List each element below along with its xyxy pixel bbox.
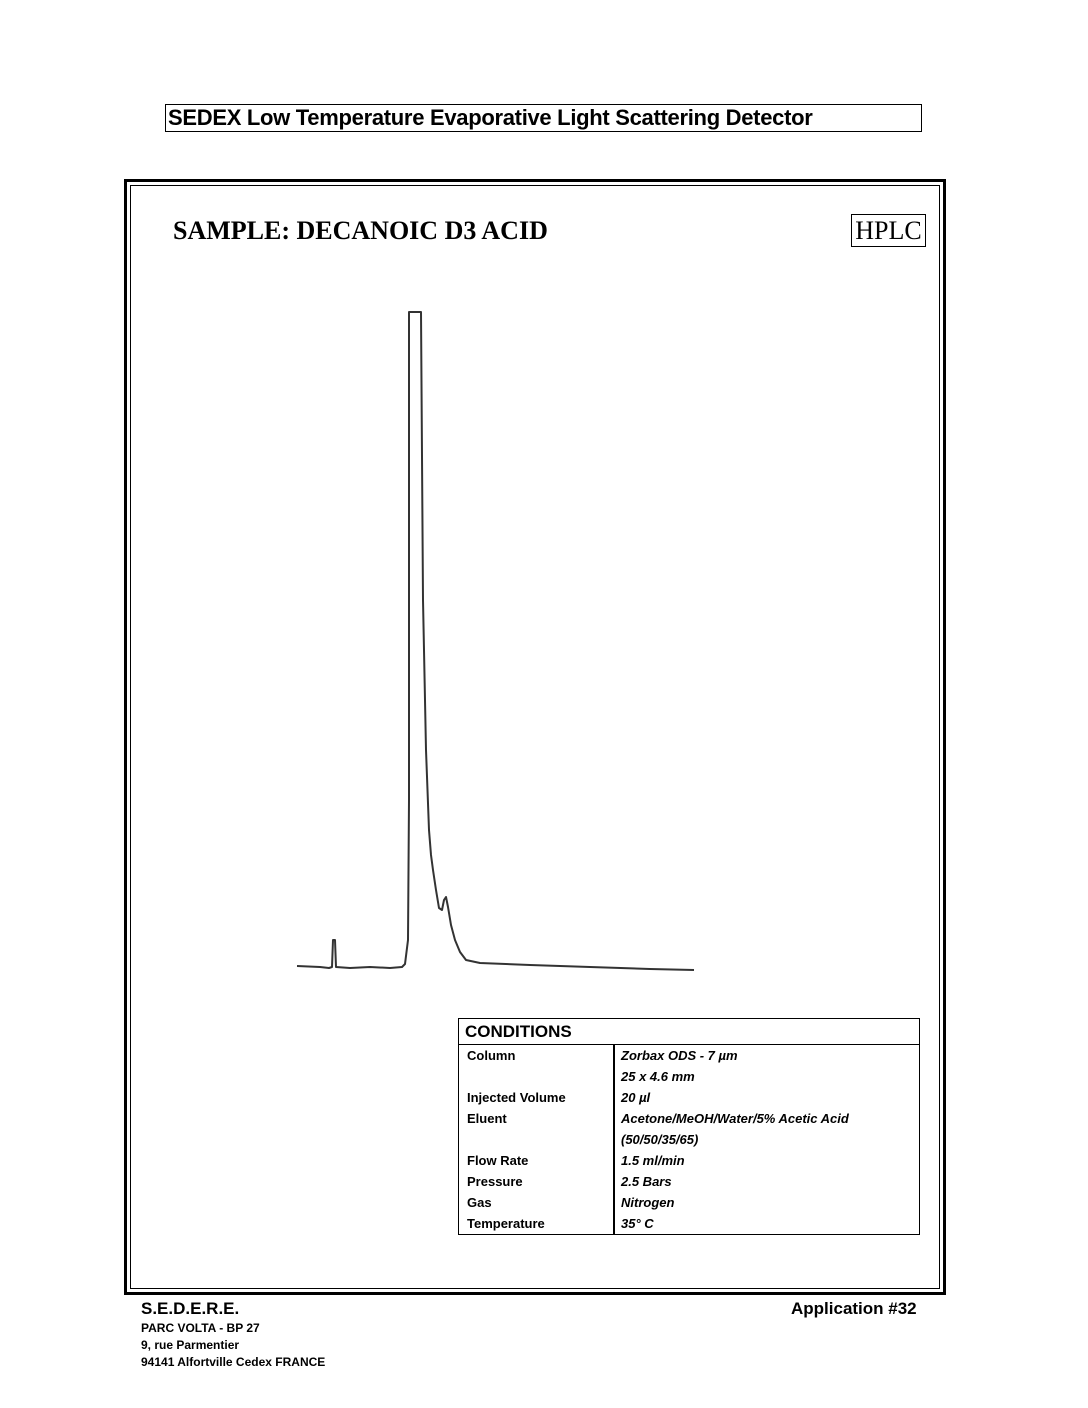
company-name: S.E.D.E.R.E.	[141, 1299, 240, 1318]
conditions-row-eluent	[459, 1108, 919, 1129]
condition-label: Injected Volume	[467, 1090, 566, 1105]
conditions-table	[458, 1018, 920, 1235]
condition-value: Acetone/MeOH/Water/5% Acetic Acid	[621, 1111, 849, 1126]
conditions-row-column	[459, 1045, 919, 1066]
condition-value: 2.5 Bars	[621, 1174, 672, 1189]
conditions-row-flow-rate	[459, 1150, 919, 1171]
address-line-3: 94141 Alfortville Cedex FRANCE	[141, 1355, 326, 1369]
conditions-body	[459, 1045, 919, 1234]
condition-label: Column	[467, 1048, 516, 1063]
condition-value: 20 µl	[621, 1090, 651, 1105]
condition-label: Temperature	[467, 1216, 545, 1231]
conditions-row-eluent-ratio	[459, 1129, 919, 1150]
condition-label: Pressure	[467, 1174, 523, 1189]
conditions-row-column-dimensions	[459, 1066, 919, 1087]
condition-value: 1.5 ml/min	[621, 1153, 685, 1168]
address-line-1: PARC VOLTA - BP 27	[141, 1321, 260, 1335]
application-number: Application #32	[791, 1299, 917, 1318]
sample-title: SAMPLE: DECANOIC D3 ACID	[173, 216, 548, 245]
condition-value: 25 x 4.6 mm	[621, 1069, 695, 1084]
document-title: SEDEX Low Temperature Evaporative Light Scattering Detector	[165, 104, 922, 132]
chromatogram-line	[297, 312, 694, 970]
chromatogram-trace	[290, 300, 710, 990]
conditions-row-temperature	[459, 1213, 919, 1234]
condition-label: Eluent	[467, 1111, 507, 1126]
address-line-2: 9, rue Parmentier	[141, 1338, 240, 1352]
conditions-row-gas	[459, 1192, 919, 1213]
condition-label: Gas	[467, 1195, 492, 1210]
condition-label: Flow Rate	[467, 1153, 529, 1168]
conditions-row-pressure	[459, 1171, 919, 1192]
condition-value: 35° C	[621, 1216, 654, 1231]
condition-value: Zorbax ODS - 7 µm	[621, 1048, 738, 1063]
conditions-heading: CONDITIONS	[459, 1019, 919, 1045]
conditions-row-injected-volume	[459, 1087, 919, 1108]
technique-badge: HPLC	[851, 214, 926, 247]
condition-value: (50/50/35/65)	[621, 1132, 699, 1147]
condition-value: Nitrogen	[621, 1195, 675, 1210]
